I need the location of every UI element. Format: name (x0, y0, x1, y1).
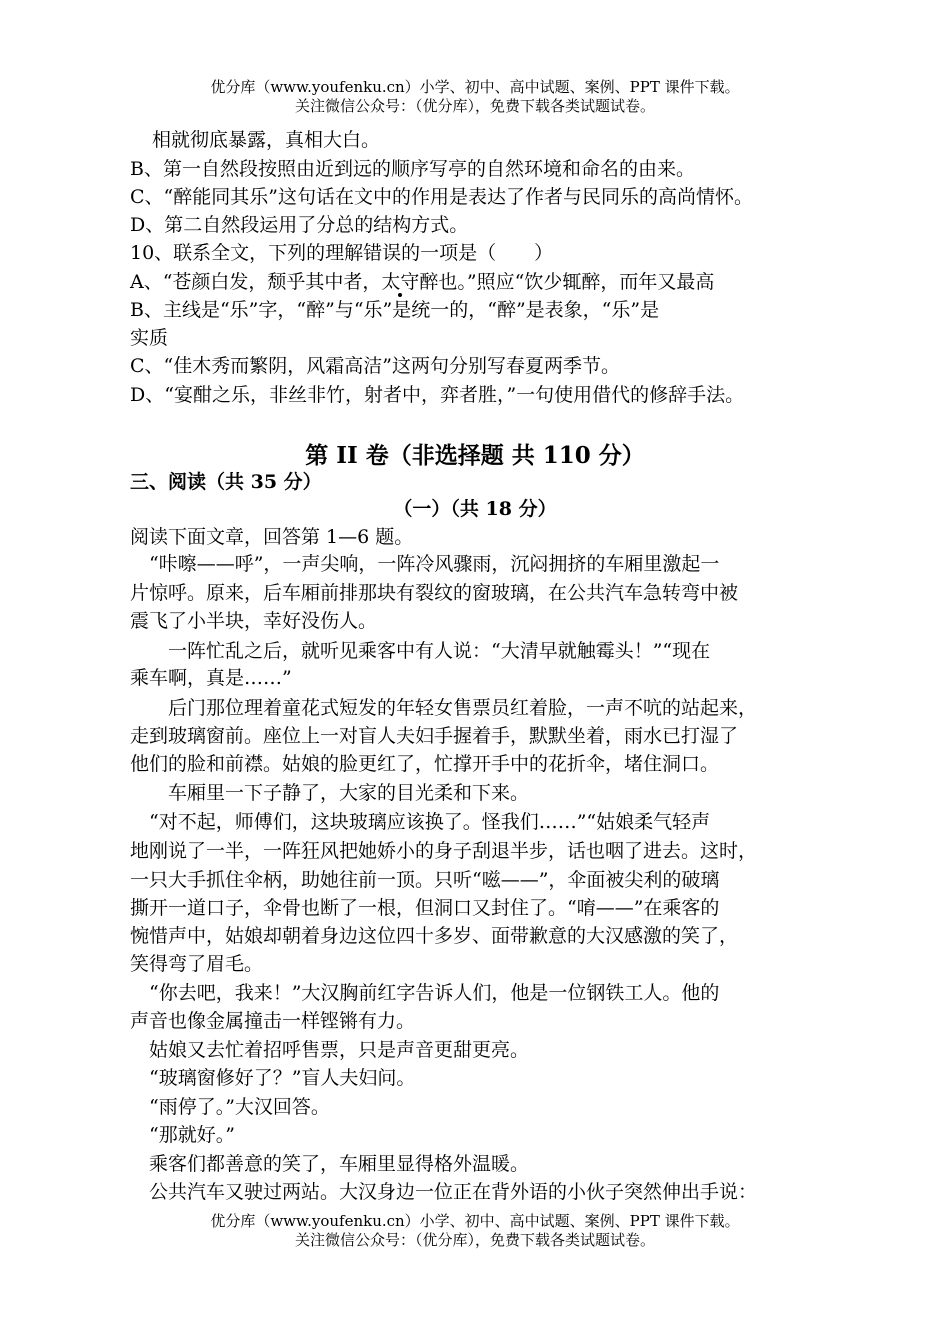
q10-option-d: D、“宴酣之乐，非丝非竹，射者中，弈者胜，”一句使用借代的修辞手法。 (130, 384, 745, 406)
passage-line: 后门那位理着童花式短发的年轻女售票员红着脸，一声不吭的站起来， (130, 697, 758, 719)
header-line-2: 关注微信公众号：（优分库），免费下载各类试题试卷。 (294, 97, 655, 115)
q10-stem: 10、联系全文，下列的理解错误的一项是（ ） (130, 242, 554, 264)
q10-option-c: C、“佳木秀而繁阴，风霜高洁”这两句分别写春夏两季节。 (130, 355, 620, 377)
passage-line: 车厢里一下子静了，大家的目光柔和下来。 (130, 782, 530, 804)
footer-line-1: 优分库（www.youfenku.cn）小学、初中、高中试题、案例、PPT 课件下载。 (210, 1212, 740, 1230)
q10-option-a: A、“苍颜白发，颓乎其中者，太守醉也。”照应“饮少辄醉，而年又最高 (130, 271, 715, 293)
passage-line: 笑得弯了眉毛。 (130, 953, 264, 975)
passage-line: “玻璃窗修好了？”盲人夫妇问。 (130, 1067, 416, 1089)
passage-line: 声音也像金属撞击一样铿锵有力。 (130, 1010, 416, 1032)
q9-option-c: C、“醉能同其乐”这句话在文中的作用是表达了作者与民同乐的高尚情怀。 (130, 186, 753, 208)
q9-continuation: 相就彻底暴露，真相大白。 (152, 129, 381, 151)
passage-line: 一只大手抓住伞柄，助她往前一顶。只听“嗞——”，伞面被尖利的破璃 (130, 869, 720, 891)
q10-option-b-line2: 实质 (130, 327, 169, 349)
passage-line: 地刚说了一半，一阵狂风把她娇小的身子刮退半步，话也咽了进去。这时， (130, 840, 758, 862)
passage-line: “对不起，师傅们，这块玻璃应该换了。怪我们……”“姑娘柔气轻声 (130, 811, 711, 833)
q10-option-b-line1: B、主线是“乐”字，“醉”与“乐”是统一的，“醉”是表象，“乐”是 (130, 299, 660, 321)
passage-line: 他们的脸和前襟。姑娘的脸更红了，忙撑开手中的花折伞，堵住洞口。 (130, 753, 720, 775)
passage-line: “你去吧，我来！”大汉胸前红字告诉人们，他是一位钢铁工人。他的 (130, 982, 720, 1004)
passage-line: “咔嚓——呼”，一声尖响，一阵冷风骤雨，沉闷拥挤的车厢里激起一 (130, 553, 720, 575)
q9-option-d: D、第二自然段运用了分总的结构方式。 (130, 214, 469, 236)
passage-line: 震飞了小半块，幸好没伤人。 (130, 610, 378, 632)
passage-line: 片惊呼。原来，后车厢前排那块有裂纹的窗玻璃，在公共汽车急转弯中被 (130, 582, 739, 604)
passage-line: 姑娘又去忙着招呼售票，只是声音更甜更亮。 (130, 1039, 530, 1061)
passage-line: “雨停了。”大汉回答。 (130, 1096, 330, 1118)
passage-line: 一阵忙乱之后，就听见乘客中有人说：“大清早就触霉头！”“现在 (130, 640, 711, 662)
footer-line-2: 关注微信公众号：（优分库），免费下载各类试题试卷。 (294, 1231, 655, 1249)
passage-line: 撕开一道口子，伞骨也断了一根，但洞口又封住了。“唷——”在乘客的 (130, 897, 720, 919)
section3-title: 三、阅读（共 35 分） (130, 471, 322, 493)
passage-line: 乘客们都善意的笑了，车厢里显得格外温暖。 (130, 1153, 530, 1175)
subsection1-title: （一）（共 18 分） (393, 498, 557, 520)
part2-title: 第 II 卷（非选择题 共 110 分） (305, 442, 645, 469)
header-line-1: 优分库（www.youfenku.cn）小学、初中、高中试题、案例、PPT 课件下载。 (210, 78, 740, 96)
q9-option-b: B、第一自然段按照由近到远的顺序写亭的自然环境和命名的由来。 (130, 158, 695, 180)
reading-instruction: 阅读下面文章，回答第 1—6 题。 (130, 526, 414, 548)
passage-line: 公共汽车又驶过两站。大汉身边一位正在背外语的小伙子突然伸出手说： (130, 1181, 758, 1203)
passage-line: 走到玻璃窗前。座位上一对盲人夫妇手握着手，默默坐着，雨水已打湿了 (130, 725, 739, 747)
passage-line: “那就好。” (130, 1124, 235, 1146)
passage-line: 惋惜声中，姑娘却朝着身边这位四十多岁、面带歉意的大汉感激的笑了， (130, 925, 739, 947)
passage-line: 乘车啊，真是……” (130, 667, 292, 689)
